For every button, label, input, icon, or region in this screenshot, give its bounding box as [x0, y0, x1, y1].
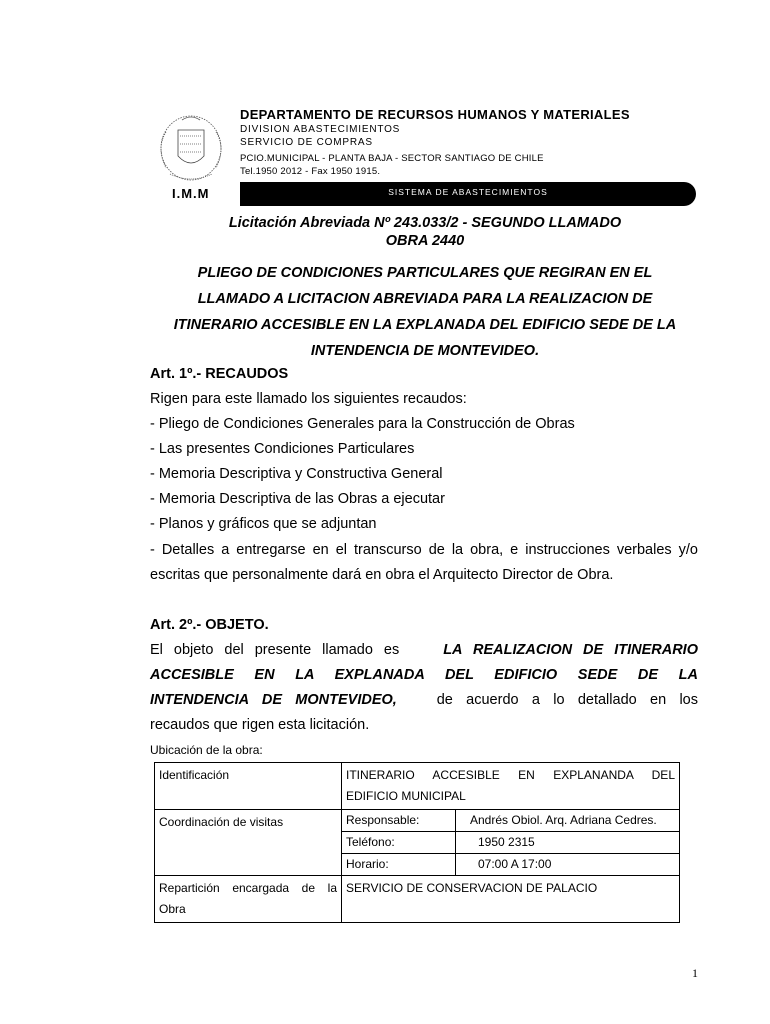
art2-line: [150, 692, 698, 708]
responsable-value: Andrés Obiol. Arq. Adriana Cedres.: [456, 810, 680, 832]
art2-object-emphasis: LA REALIZACION DE ITINERARIO: [443, 642, 698, 658]
art2-object-emphasis: INTENDENCIA DE MONTEVIDEO,: [150, 692, 397, 708]
page-number: 1: [692, 966, 698, 980]
list-item: - Memoria Descriptiva de las Obras a ejecutar: [150, 491, 445, 507]
horario-value: 07:00 A 17:00: [478, 857, 552, 871]
telefono-label: Teléfono:: [342, 832, 456, 854]
art2-line: recaudos que rigen esta licitación.: [150, 717, 370, 733]
list-item: - Memoria Descriptiva y Constructiva General: [150, 466, 443, 482]
visit-coordination-cell: [342, 810, 680, 876]
tender-title: Licitación Abreviada Nº 243.033/2 - SEGUNDO LLAMADO: [228, 215, 622, 231]
list-item: - Pliego de Condiciones Generales para la Construcción de Obras: [150, 416, 575, 432]
department-name: DEPARTAMENTO DE RECURSOS HUMANOS Y MATERIALES: [240, 107, 630, 122]
department-label-line: Obra: [159, 902, 186, 916]
table-row: [155, 876, 680, 923]
art2-heading: Art. 2º.- OBJETO.: [150, 617, 269, 633]
art1-detail-line: - Detalles a entregarse en el transcurso de la obra, e instrucciones verbales y/o: [150, 542, 698, 558]
art2-text: El objeto del presente llamado es: [150, 642, 400, 658]
conditions-heading-line: PLIEGO DE CONDICIONES PARTICULARES QUE REGIRAN EN EL: [197, 265, 653, 281]
art2-line: ACCESIBLE EN LA EXPLANADA DEL EDIFICIO SEDE DE LA: [150, 667, 698, 683]
telefono-value: 1950 2315: [456, 832, 680, 854]
system-bar: SISTEMA DE ABASTECIMIENTOS: [240, 182, 696, 206]
table-row: [342, 810, 679, 832]
art1-detail-line: escritas que personalmente dará en obra el Arquitecto Director de Obra.: [150, 567, 614, 583]
table-row: [155, 810, 680, 876]
art1-heading: Art. 1º.- RECAUDOS: [150, 366, 289, 382]
table-cell-value: SERVICIO DE CONSERVACION DE PALACIO: [342, 876, 680, 923]
horario-label: Horario:: [342, 854, 456, 876]
conditions-heading-line: LLAMADO A LICITACION ABREVIADA PARA LA REALIZACION DE: [197, 291, 653, 307]
table-row: [342, 854, 679, 876]
division-name: DIVISION ABASTECIMIENTOS: [240, 124, 401, 135]
municipal-seal-image: [150, 112, 232, 184]
list-item: - Planos y gráficos que se adjuntan: [150, 516, 377, 532]
art1-intro: Rigen para este llamado los siguientes recaudos:: [150, 391, 467, 407]
art2-text: de acuerdo a lo detallado en los: [436, 692, 698, 708]
department-label-line: Repartición encargada de la: [159, 881, 337, 895]
list-item: - Las presentes Condiciones Particulares: [150, 441, 415, 457]
identification-line: ITINERARIO ACCESIBLE EN EXPLANANDA DEL: [346, 768, 675, 782]
phone-fax-line: Tel.1950 2012 - Fax 1950 1915.: [240, 166, 381, 177]
table-cell-label: Coordinación de visitas: [155, 810, 342, 876]
service-name: SERVICIO DE COMPRAS: [240, 137, 373, 148]
conditions-heading-line: INTENDENCIA DE MONTEVIDEO.: [310, 343, 540, 359]
table-cell-label: Identificación: [155, 763, 342, 810]
work-info-table: [154, 762, 680, 923]
address-line: PCIO.MUNICIPAL - PLANTA BAJA - SECTOR SANTIAGO DE CHILE: [240, 153, 544, 164]
location-label: Ubicación de la obra:: [150, 743, 263, 757]
table-cell-label: [155, 876, 342, 923]
org-short-name: I.M.M: [172, 186, 210, 201]
identification-line: EDIFICIO MUNICIPAL: [346, 789, 466, 803]
conditions-heading: [150, 260, 700, 364]
art2-line: [150, 642, 698, 658]
table-row: [342, 832, 679, 854]
conditions-heading-line: ITINERARIO ACCESIBLE EN LA EXPLANADA DEL EDIFICIO SEDE DE LA: [173, 317, 677, 333]
table-cell-value: [342, 763, 680, 810]
responsable-label: Responsable:: [342, 810, 456, 832]
work-number: OBRA 2440: [385, 233, 465, 249]
table-row: [155, 763, 680, 810]
